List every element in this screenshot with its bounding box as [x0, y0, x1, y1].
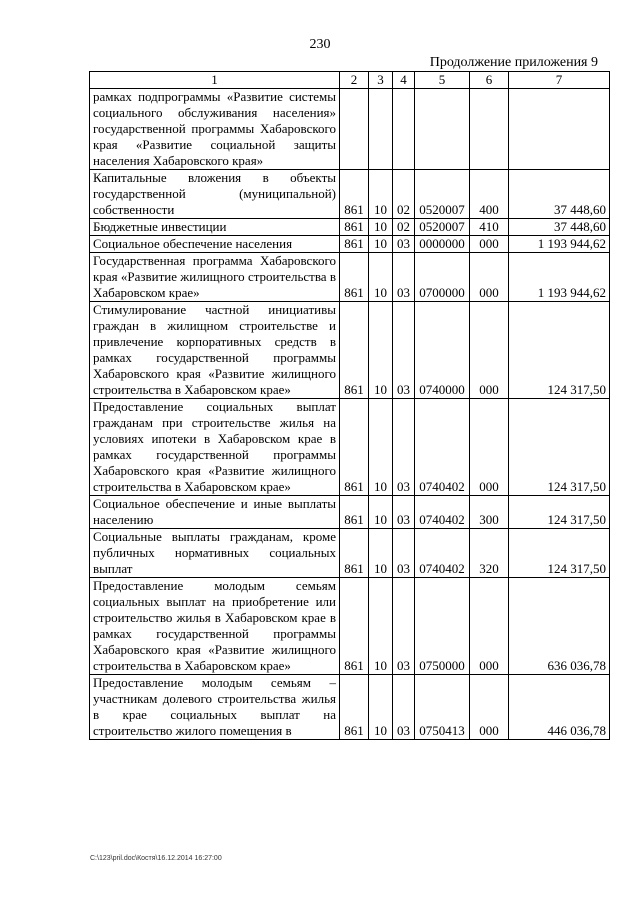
row-value-cell: 0740402 [415, 399, 470, 496]
row-value-cell: 0740402 [415, 496, 470, 529]
row-value-cell [415, 89, 470, 170]
row-value-cell: 37 448,60 [509, 170, 610, 219]
row-value-cell: 861 [340, 302, 369, 399]
row-value-cell: 0520007 [415, 219, 470, 236]
table-row [90, 253, 610, 302]
row-value-cell: 861 [340, 170, 369, 219]
table-row [90, 236, 610, 253]
row-value-cell: 300 [470, 496, 509, 529]
row-value-cell: 000 [470, 675, 509, 740]
file-path-footer: C:\123\pril.doc\Костя\16.12.2014 16:27:00 [90, 855, 222, 862]
row-value-cell: 0000000 [415, 236, 470, 253]
table-row [90, 170, 610, 219]
row-value-cell: 10 [369, 236, 393, 253]
row-value-cell: 0740000 [415, 302, 470, 399]
row-value-cell: 03 [393, 399, 415, 496]
row-value-cell: 10 [369, 170, 393, 219]
row-value-cell: 124 317,50 [509, 496, 610, 529]
table-row [90, 89, 610, 170]
row-value-cell: 124 317,50 [509, 302, 610, 399]
table-row [90, 578, 610, 675]
table-row [90, 399, 610, 496]
budget-table [89, 71, 610, 740]
row-value-cell: 03 [393, 496, 415, 529]
row-value-cell [393, 89, 415, 170]
row-value-cell: 861 [340, 399, 369, 496]
row-value-cell: 000 [470, 399, 509, 496]
row-value-cell: 0750413 [415, 675, 470, 740]
page-number: 230 [309, 37, 331, 52]
row-name-cell: Социальное обеспечение и иные выплаты населению [90, 496, 340, 529]
row-name-cell: Стимулирование частной инициативы граждан в жилищном строительстве и привлечение корпоративных средств в рамках государственной программы Хабаровского края «Развитие жилищного строительства в Хабаровском крае» [90, 302, 340, 399]
row-value-cell: 02 [393, 219, 415, 236]
row-name-cell: Бюджетные инвестиции [90, 219, 340, 236]
header-cell: 3 [369, 72, 393, 89]
row-value-cell: 03 [393, 529, 415, 578]
row-value-cell: 10 [369, 675, 393, 740]
row-name-cell: Социальное обеспечение населения [90, 236, 340, 253]
row-value-cell: 861 [340, 529, 369, 578]
row-value-cell: 320 [470, 529, 509, 578]
row-value-cell: 124 317,50 [509, 399, 610, 496]
row-value-cell: 1 193 944,62 [509, 253, 610, 302]
row-value-cell: 124 317,50 [509, 529, 610, 578]
row-name-cell: Капитальные вложения в объекты государственной (муниципальной) собственности [90, 170, 340, 219]
row-value-cell: 10 [369, 219, 393, 236]
header-cell: 5 [415, 72, 470, 89]
row-value-cell: 861 [340, 219, 369, 236]
header-cell: 6 [470, 72, 509, 89]
row-value-cell: 000 [470, 578, 509, 675]
row-value-cell: 861 [340, 253, 369, 302]
row-value-cell: 03 [393, 302, 415, 399]
row-value-cell: 1 193 944,62 [509, 236, 610, 253]
row-value-cell: 03 [393, 578, 415, 675]
row-name-cell: Предоставление молодым семьям – участникам долевого строительства жилья в крае социальных выплат на строительство жилого помещения в [90, 675, 340, 740]
row-value-cell: 37 448,60 [509, 219, 610, 236]
table-row [90, 219, 610, 236]
row-value-cell: 02 [393, 170, 415, 219]
row-value-cell: 03 [393, 253, 415, 302]
row-value-cell: 861 [340, 675, 369, 740]
row-value-cell: 10 [369, 496, 393, 529]
row-value-cell: 400 [470, 170, 509, 219]
row-value-cell: 10 [369, 529, 393, 578]
row-value-cell: 410 [470, 219, 509, 236]
row-name-cell: Государственная программа Хабаровского края «Развитие жилищного строительства в Хабаровском крае» [90, 253, 340, 302]
header-cell: 4 [393, 72, 415, 89]
row-value-cell: 10 [369, 399, 393, 496]
row-value-cell: 0520007 [415, 170, 470, 219]
row-name-cell: рамках подпрограммы «Развитие системы социального обслуживания населения» государственной программы Хабаровского края «Развитие социальной защиты населения Хабаровского края» [90, 89, 340, 170]
header-cell: 7 [509, 72, 610, 89]
row-value-cell: 000 [470, 302, 509, 399]
row-value-cell: 000 [470, 236, 509, 253]
row-value-cell: 000 [470, 253, 509, 302]
row-value-cell: 861 [340, 236, 369, 253]
row-value-cell: 03 [393, 236, 415, 253]
row-value-cell: 861 [340, 496, 369, 529]
table-row [90, 529, 610, 578]
row-value-cell: 03 [393, 675, 415, 740]
row-name-cell: Предоставление социальных выплат гражданам при строительстве жилья на условиях ипотеки в Хабаровском крае в рамках государственной программы Хабаровского края «Развитие жилищного строительства в Хабаровском крае» [90, 399, 340, 496]
row-value-cell: 0750000 [415, 578, 470, 675]
row-value-cell: 861 [340, 578, 369, 675]
row-value-cell: 10 [369, 253, 393, 302]
row-value-cell: 10 [369, 302, 393, 399]
header-row [90, 72, 610, 89]
row-value-cell: 0700000 [415, 253, 470, 302]
row-value-cell [509, 89, 610, 170]
row-value-cell: 0740402 [415, 529, 470, 578]
row-value-cell: 446 036,78 [509, 675, 610, 740]
row-value-cell [369, 89, 393, 170]
row-value-cell [340, 89, 369, 170]
row-name-cell: Предоставление молодым семьям социальных выплат на приобретение или строительство жилья в Хабаровском крае в рамках государственной программы Хабаровского края «Развитие жилищного строительства в Хабаровском крае» [90, 578, 340, 675]
header-cell: 1 [90, 72, 340, 89]
continuation-label: Продолжение приложения 9 [429, 55, 598, 70]
row-name-cell: Социальные выплаты гражданам, кроме публичных нормативных социальных выплат [90, 529, 340, 578]
table-row [90, 302, 610, 399]
row-value-cell: 10 [369, 578, 393, 675]
row-value-cell [470, 89, 509, 170]
table-row [90, 496, 610, 529]
table-row [90, 675, 610, 740]
header-cell: 2 [340, 72, 369, 89]
row-value-cell: 636 036,78 [509, 578, 610, 675]
